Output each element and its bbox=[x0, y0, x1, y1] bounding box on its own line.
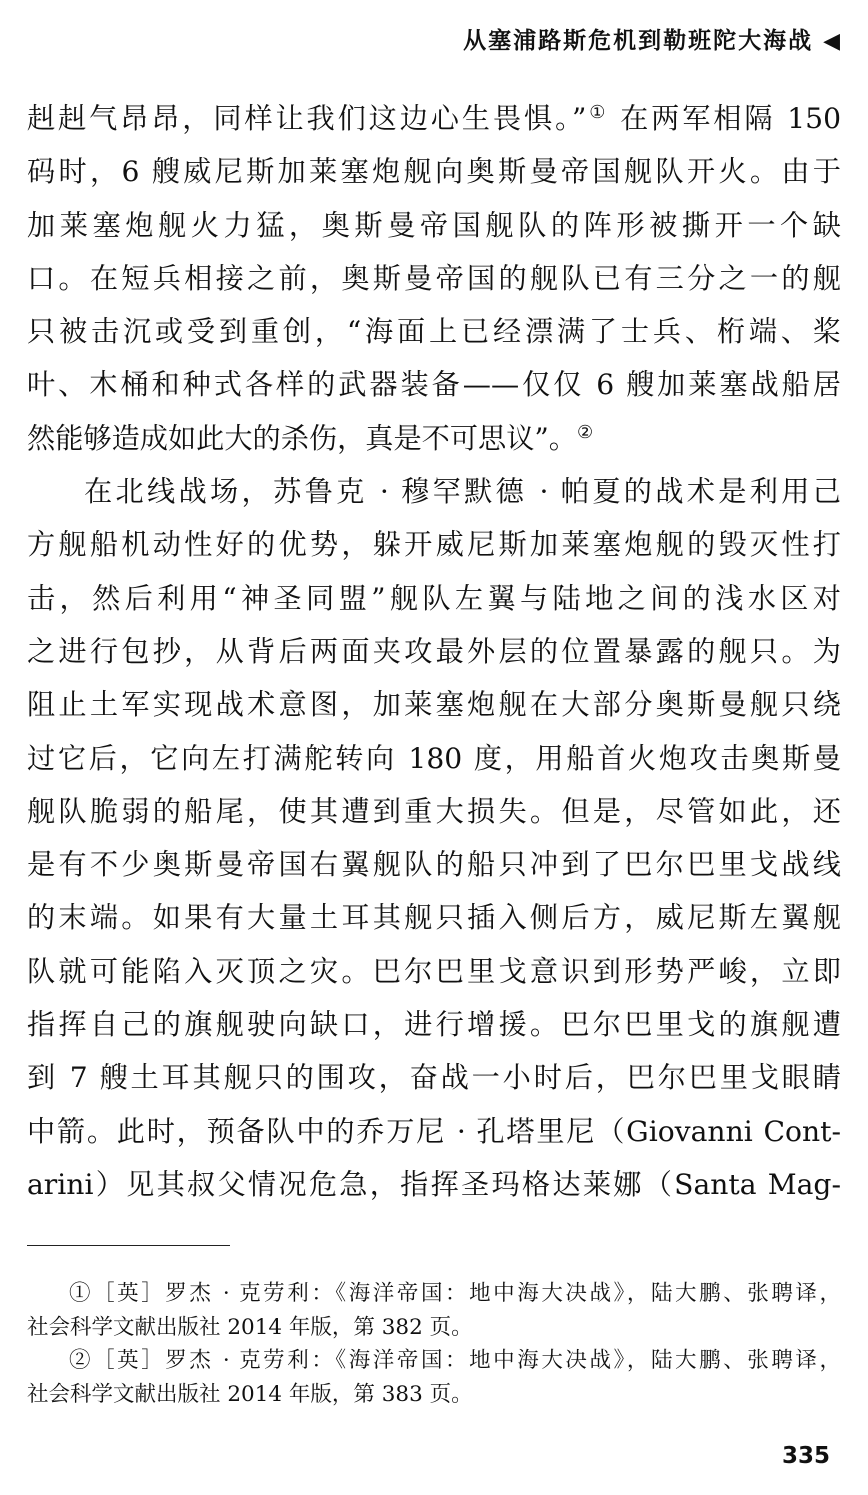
text-line: 过它后，它向左打满舵转向 180 度，用船首火炮攻击奥斯曼 bbox=[27, 741, 841, 775]
text-line: 方舰船机动性好的优势，躲开威尼斯加莱塞炮舰的毁灭性打 bbox=[27, 528, 841, 562]
text-line: 的末端。如果有大量土耳其舰只插入侧后方，威尼斯左翼舰 bbox=[27, 901, 841, 935]
footnote-1 bbox=[27, 1277, 841, 1344]
footnotes bbox=[27, 1277, 841, 1411]
footnote-line: 社会科学文献出版社 2014 年版，第 383 页。 bbox=[27, 1381, 473, 1407]
text-line: 加莱塞炮舰火力猛，奥斯曼帝国舰队的阵形被撕开一个缺 bbox=[27, 208, 841, 242]
text-line: 队就可能陷入灭顶之灾。巴尔巴里戈意识到形势严峻，立即 bbox=[27, 954, 841, 988]
text-line: 只被击沉或受到重创，“海面上已经漂满了士兵、桁端、桨 bbox=[27, 315, 841, 349]
footnote-line: ②［英］罗杰 · 克劳利：《海洋帝国：地中海大决战》，陆大鹏、张聘译， bbox=[69, 1348, 841, 1373]
running-head bbox=[463, 22, 842, 55]
text-line: 在北线战场，苏鲁克 · 穆罕默德 · 帕夏的战术是利用己 bbox=[84, 475, 841, 509]
text-line: 然能够造成如此大的杀伤，真是不可思议”。② bbox=[27, 421, 594, 455]
running-head-title: 从塞浦路斯危机到勒班陀大海战 bbox=[463, 28, 814, 54]
text-line: 中箭。此时，预备队中的乔万尼 · 孔塔里尼（Giovanni Cont- bbox=[27, 1114, 841, 1148]
footnote-line: ①［英］罗杰 · 克劳利：《海洋帝国：地中海大决战》，陆大鹏、张聘译， bbox=[69, 1281, 841, 1306]
footnote-line: 社会科学文献出版社 2014 年版，第 382 页。 bbox=[27, 1314, 473, 1340]
text-line: 击，然后利用“神圣同盟”舰队左翼与陆地之间的浅水区对 bbox=[27, 581, 841, 615]
footnote-divider bbox=[27, 1245, 230, 1246]
text-line: 码时，6 艘威尼斯加莱塞炮舰向奥斯曼帝国舰队开火。由于 bbox=[27, 155, 841, 189]
text-line: 之进行包抄，从背后两面夹攻最外层的位置暴露的舰只。为 bbox=[27, 634, 841, 668]
text-line: 阻止土军实现战术意图，加莱塞炮舰在大部分奥斯曼舰只绕 bbox=[27, 688, 841, 722]
page-number: 335 bbox=[781, 1443, 830, 1469]
text-line: 是有不少奥斯曼帝国右翼舰队的船只冲到了巴尔巴里戈战线 bbox=[27, 848, 841, 882]
footnote-ref-1[interactable]: ① bbox=[586, 102, 609, 123]
text-line: 指挥自己的旗舰驶向缺口，进行增援。巴尔巴里戈的旗舰遭 bbox=[27, 1008, 841, 1042]
footnote-2 bbox=[27, 1344, 841, 1411]
text-line: 赳赳气昂昂，同样让我们这边心生畏惧。”① 在两军相隔 150 bbox=[27, 102, 841, 135]
text-line: 到 7 艘土耳其舰只的围攻，奋战一小时后，巴尔巴里戈眼睛 bbox=[27, 1061, 841, 1095]
left-triangle-icon: ◀ bbox=[823, 29, 842, 54]
text-line: 舰队脆弱的船尾，使其遭到重大损失。但是，尽管如此，还 bbox=[27, 794, 841, 828]
body-text bbox=[27, 92, 841, 1211]
footnote-ref-2[interactable]: ② bbox=[576, 421, 594, 443]
text-line: 口。在短兵相接之前，奥斯曼帝国的舰队已有三分之一的舰 bbox=[27, 261, 841, 295]
text-line: arini）见其叔父情况危急，指挥圣玛格达莱娜（Santa Mag- bbox=[27, 1167, 841, 1201]
text-line: 叶、木桶和种式各样的武器装备——仅仅 6 艘加莱塞战船居 bbox=[27, 368, 841, 402]
